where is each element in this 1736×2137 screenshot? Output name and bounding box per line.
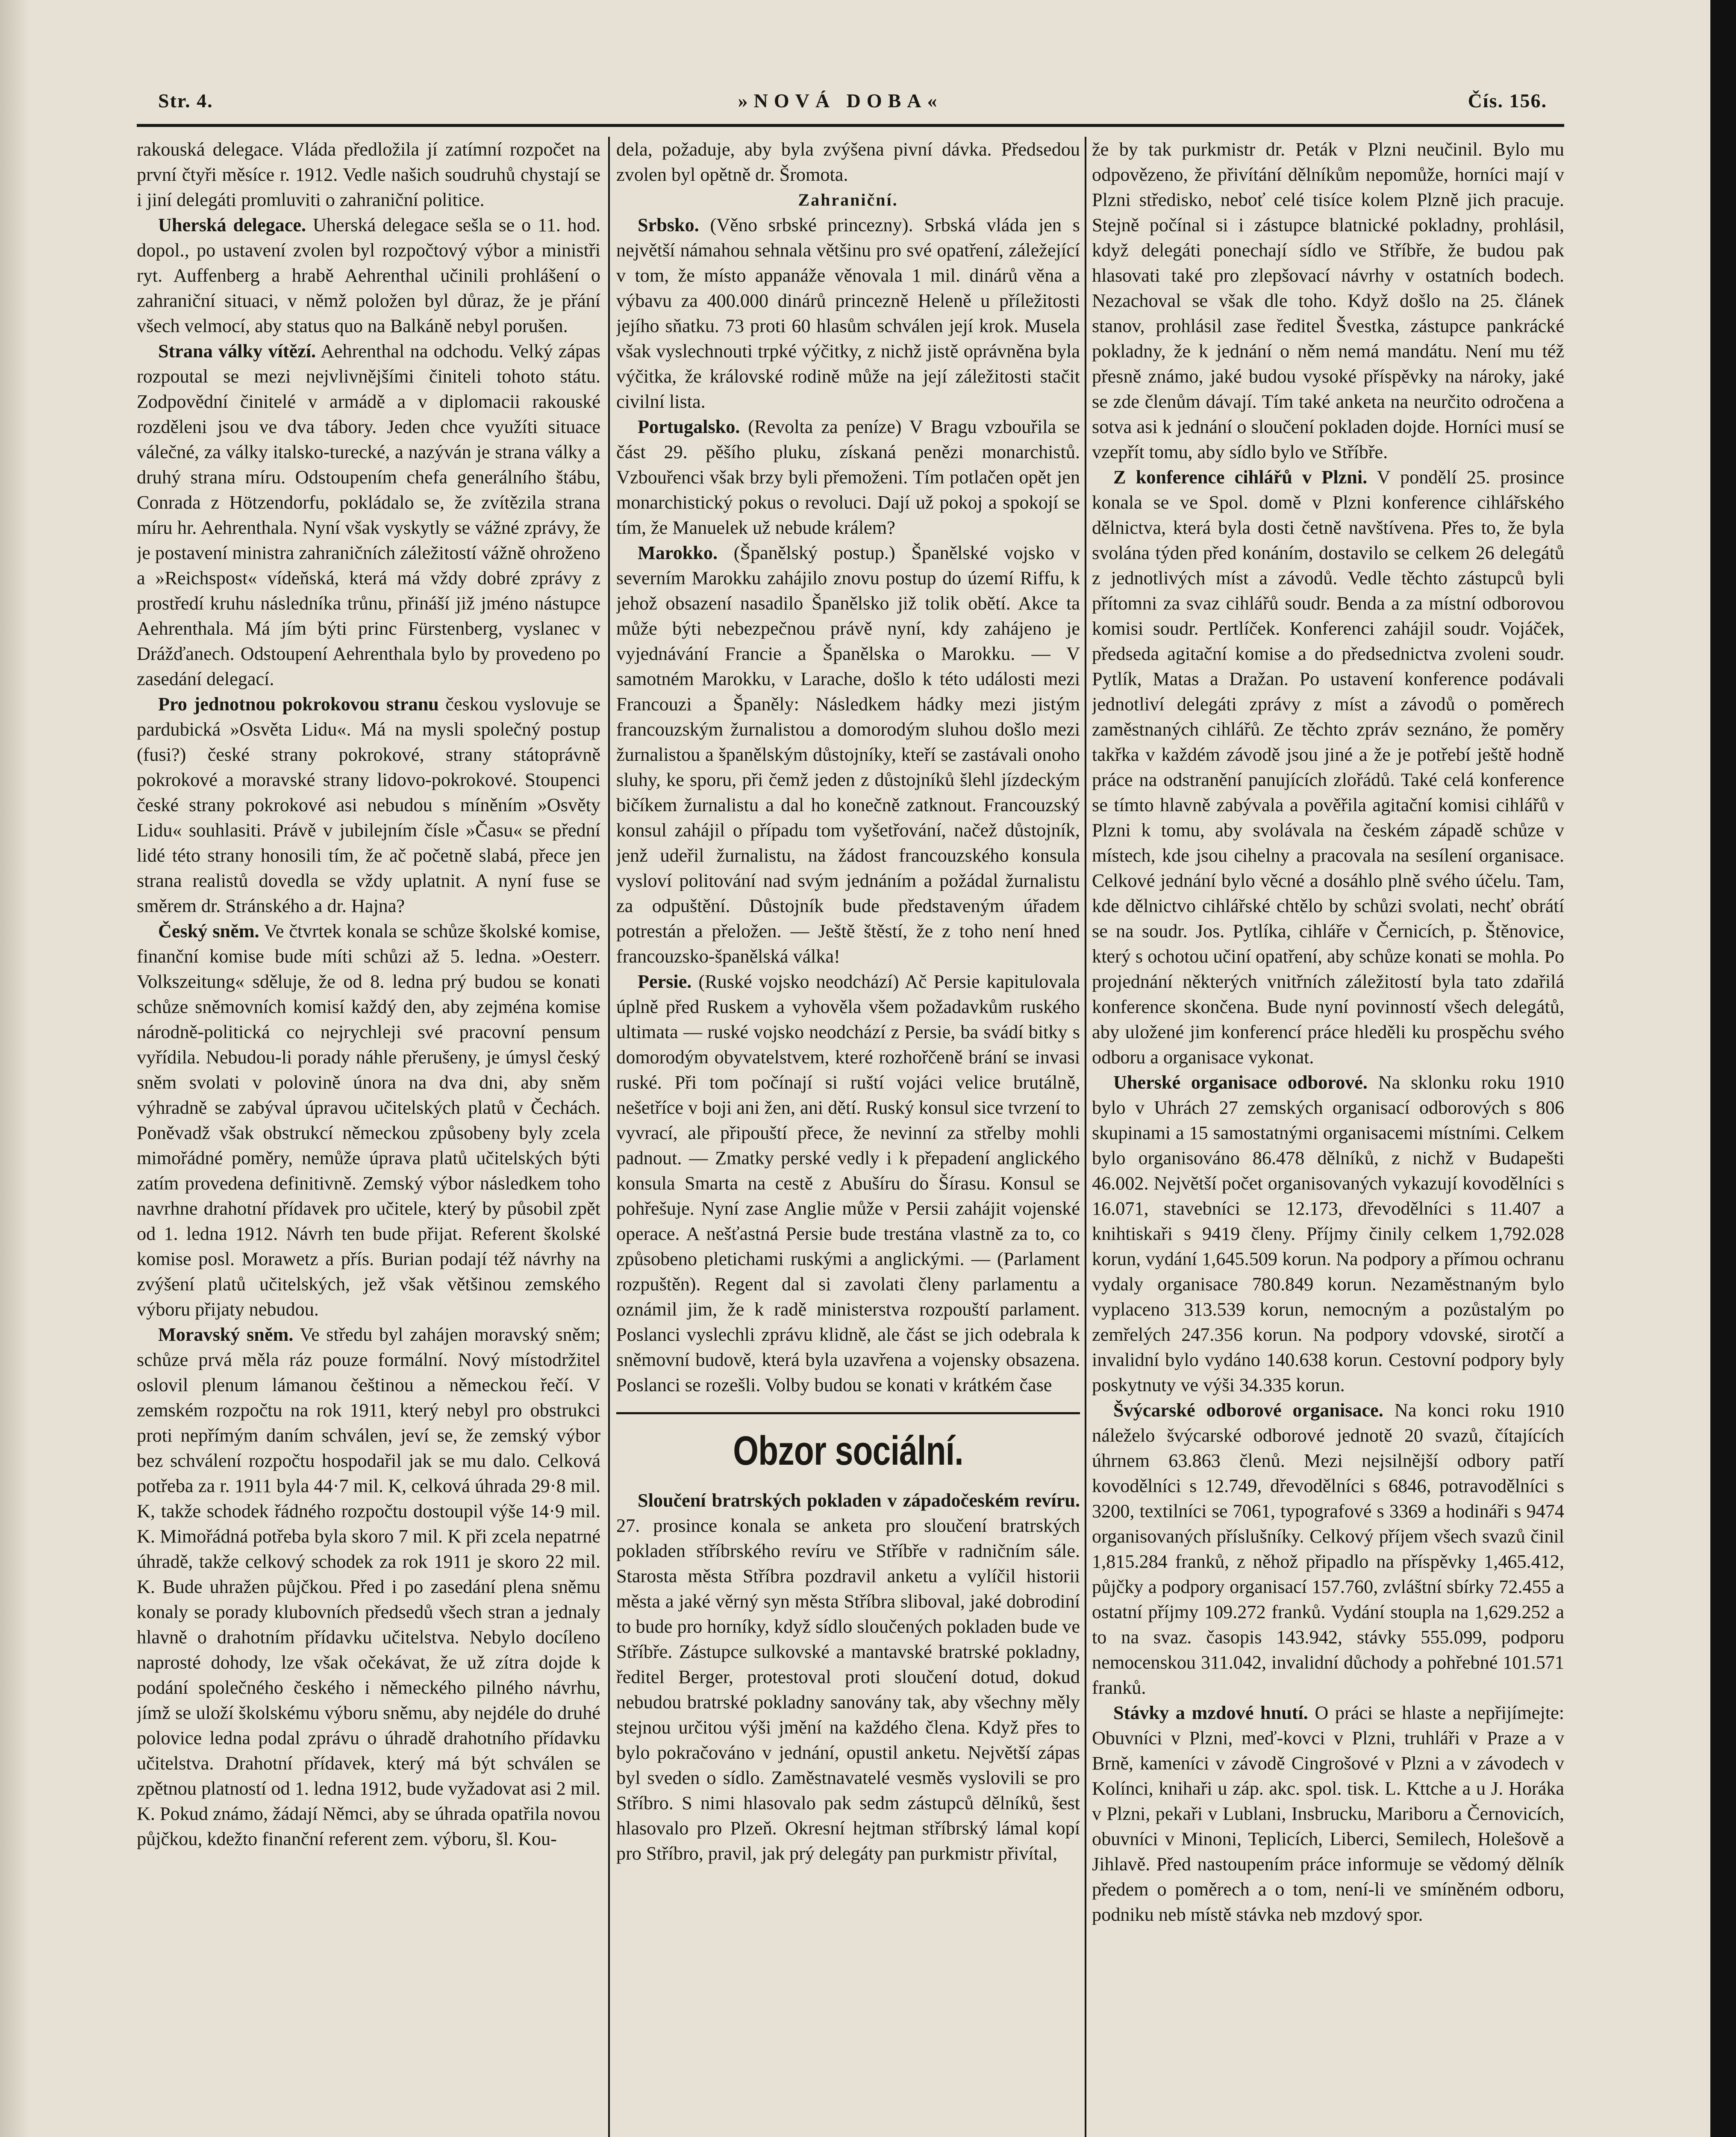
article-headline: Pro jednotnou pokrokovou stranu	[158, 694, 439, 715]
article-headline: Sloučení bratrských pokladen v západočeském revíru.	[638, 1490, 1080, 1511]
article-headline: Z konference cihlářů v Plzni.	[1113, 467, 1368, 488]
article-text: O práci se hlaste a nepřijímejte: Obuvníci v Plzni, meď-kovci v Plzni, truhláři v Praze a v Brně, kameníci v závodě Cingrošové v Plzni a v závodech v Kolínci, knihaři u záp. akc. spol. tisk. L. Kttche a u J. Horáka v Plzni, pekaři v Lublani, Insbrucku, Mariboru a Černovicích, obuvníci v Minoni, Teplicích, Liberci, Semilech, Holešově a Jihlavě. Před nastoupením práce informuje se vědomý dělník předem o poměrech a o tom, není-li ve smíněném odboru, podniku neb místě stávka neb mzdový spor.	[1092, 1702, 1564, 1925]
article-headline: Srbsko.	[638, 215, 699, 235]
article-paragraph	[137, 1322, 600, 1851]
article-text: Na sklonku roku 1910 bylo v Uhrách 27 zemských organisací odborových s 806 skupinami a 15 samostatnými organisacemi místními. Celkem bylo organisováno 86.478 dělníků, z nichž v Budapešti 46.002. Největší počet organisovaných vykazují kovodělníci s 16.071, stavebníci se 12.173, dřevodělníci s 11.407 a knihtiskaři s 9419 členy. Příjmy činily celkem 1,792.028 korun, vydání 1,645.509 korun. Na podpory a přímou ochranu vydaly organisace 780.849 korun. Nezaměstnaným bylo vyplaceno 313.539 korun, nemocným a pozůstalým po zemřelých 247.356 korun. Na podpory vdovské, sirotčí a invalidní bylo vydáno 140.638 korun. Cestovní podpory byly poskytnuty ve výši 34.335 korun.	[1092, 1072, 1564, 1395]
article-text: Ve čtvrtek konala se schůze školské komise, finanční komise bude míti schůzi až 5. ledna. »Oesterr. Volkszeitung« sděluje, že od 8. ledna prý budou se konati schůze sněmovních komisí každý den, aby zejména komise národně-politická co nejrychleji své pracovní pensum vyřídila. Nebudou-li porady náhle přerušeny, je úmysl český sněm svolati v polovině února na dva dni, aby sněm výhradně se zabýval úpravou učitelských platů v Čechách. Poněvadž však obstrukcí německou způsobeny byly zcela mimořádné poměry, nemůže úprava platů učitelských býti zatím provedena definitivně. Zemský výbor následkem toho navrhne drahotní přídavek pro učitele, který by působil zpět od 1. ledna 1912. Návrh ten bude přijat. Referent školské komise posl. Morawetz a přís. Burian podají též návrhy na zvýšení platů učitelských, jež však většinou zemského výboru přijaty nebudou.	[137, 921, 600, 1320]
article-text: Uherská delegace sešla se o 11. hod. dopol., po ustavení zvolen byl rozpočtový výbor a ministři ryt. Auffenberg a hrabě Aehrenthal učinili prohlášení o zahraniční situaci, v němž položen byl důraz, že je přání všech velmocí, aby status quo na Balkáně nebyl porušen.	[137, 215, 600, 336]
article-text: dela, požaduje, aby byla zvýšena pivní dávka. Předsedou zvolen byl opětně dr. Šromota.	[616, 139, 1080, 185]
article-headline: Portugalsko.	[638, 416, 740, 437]
column-2	[616, 137, 1080, 2137]
article-paragraph	[1092, 465, 1564, 1070]
article-text: (Revolta za peníze) V Bragu vzbouřila se část 29. pěšího pluku, získaná penězi monarchistů. Vzbouřenci však brzy byli přemoženi. Tím potlačen opět jen monarchistický pokus o revoluci. Dají už pokoj a spokojí se tím, že Manuelek už nebude králem?	[616, 416, 1080, 538]
header-rule	[137, 124, 1564, 127]
article-paragraph	[616, 969, 1080, 1398]
article-text: (Věno srbské princezny). Srbská vláda jen s největší námahou sehnala většinu pro své opatření, záležející v tom, že místo appanáže věnovala 1 mil. dinárů věna a výbavu za 400.000 dinárů princezně Heleně u příležitosti jejího sňatku. 73 proti 60 hlasům schválen její krok. Musela však vyslechnouti trpké výčitky, z nichž jistě oprávněna byla výčitka, že královské rodině může na její záležitosti stačit civilní lista.	[616, 215, 1080, 412]
article-paragraph	[137, 692, 600, 918]
article-headline: Stávky a mzdové hnutí.	[1113, 1702, 1308, 1723]
article-paragraph	[1092, 1070, 1564, 1398]
column-rule-2	[1085, 137, 1086, 2137]
article-headline: Švýcarské odborové organisace.	[1113, 1400, 1383, 1421]
article-paragraph	[137, 137, 600, 212]
article-paragraph	[1092, 1700, 1564, 1927]
masthead-title: »NOVÁ DOBA«	[738, 89, 943, 112]
article-paragraph	[616, 540, 1080, 969]
article-paragraph	[137, 918, 600, 1322]
article-text: rakouská delegace. Vláda předložila jí zatímní rozpočet na první čtyři měsíce r. 1912. Vedle našich soudruhů chystají se i jiní delegáti promluviti o zahraniční politice.	[137, 139, 600, 210]
page-number: Str. 4.	[158, 89, 213, 112]
article-text: (Ruské vojsko neodchází) Ač Persie kapitulovala úplně před Ruskem a vyhověla všem požadavkům ruského ultimata — ruské vojsko neodchází z Persie, ba svádí bitky s domorodým obyvatelstvem, které rozhořčeně brání se invasi ruské. Při tom počínají si ruští vojáci velice brutálně, nešetříce v boji ani žen, ani dětí. Ruský konsul sice tvrzení to vyvrací, ale připouští přece, že nevinní za střelby mohli padnout. — Zmatky perské vedly i k přepadení anglického konsula Smarta na cestě z Abušíru do Šírasu. Konsul se pohřešuje. Nyní zase Anglie může v Persii zahájit vojenské operace. A nešťastná Persie bude trestána vlastně za to, co způsobeno pletichami ruskými a anglickými. — (Parlament rozpuštěn). Regent dal si zavolati členy parlamentu a oznámil jim, že k radě ministerstva rozpouští parlament. Poslanci vyslechli zprávu klidně, ale část se jich odebrala k sněmovní budově, která byla uzavřena a vojensky obsazena. Poslanci se rozešli. Volby budou se konati v krátkém čase	[616, 971, 1080, 1395]
article-paragraph	[1092, 137, 1564, 465]
article-text: Ve středu byl zahájen moravský sněm; schůze prvá měla ráz pouze formální. Nový místodržitel oslovil plenum lámanou češtinou a německou řečí. V zemském rozpočtu na rok 1911, který nebyl pro obstrukci proti nepřímým daním schválen, jeví se, že zemský výbor bez schválení rozpočtu hospodařil jak se mu dalo. Celková potřeba za r. 1911 byla 44·7 mil. K, celková úhrada 29·8 mil. K, takže schodek řádného rozpočtu dostoupil výše 14·9 mil. K. Mimořádná potřeba byla skoro 7 mil. K při zcela nepatrné úhradě, takže celkový schodek za rok 1911 je skoro 22 mil. K. Bude uhražen půjčkou. Před i po zasedání plena sněmu konaly se porady klubovních předsedů všech stran a jednaly hlavně o drahotním přídavku učitelstva. Nebylo docíleno naprosté dohody, lze však očekávat, že už zítra dojde k podání společného českého i německého pilného návrhu, jímž se uloží školskému výboru sněmu, aby nejdéle do druhé polovice ledna podal zprávu o úhradě drahotního přídavku učitelstva. Drahotní přídavek, který má být schválen se zpětnou platností od 1. ledna 1912, bude vyžadovat asi 2 mil. K. Pokud známo, žádají Němci, aby se úhrada opatřila novou půjčkou, kdežto finanční referent zem. výboru, šl. Kou-	[137, 1324, 600, 1849]
article-headline: Uherská delegace.	[158, 215, 306, 235]
article-headline: Moravský sněm.	[158, 1324, 294, 1345]
article-text: že by tak purkmistr dr. Peták v Plzni neučinil. Bylo mu odpovězeno, že přivítání dělníkům nepomůže, horníci mají v Plzni středisko, neboť celé tisíce kolem Plzně jich pracuje. Stejně počínal si i zástupce blatnické pokladny, prohlásil, když delegáti ponechají sídlo ve Stříbře, že budou pak hlasovati také pro zlepšovací návrhy v ostatních bodech. Nezachoval se však dle toho. Když došlo na 25. článek stanov, prohlásil zase ředitel Švestka, zástupce pankrácké pokladny, že k jednání o něm nemá mandátu. Není mu též přesně známo, jaké budou vysoké příspěvky na nároky, jaké se zde členům dávají. Tím také anketa na neurčito odročena a sotva asi k jednání o sloučení pokladen dojde. Horníci musí se vzepřít tomu, aby sídlo bylo ve Stříbře.	[1092, 139, 1564, 462]
article-paragraph	[616, 414, 1080, 540]
left-margin-shade	[0, 0, 30, 2137]
article-paragraph	[616, 1488, 1080, 1866]
article-text: V pondělí 25. prosince konala se ve Spol. domě v Plzni konference cihlářského dělnictva, která byla dosti četně navštívena. Přes to, že byla svolána týden před konáním, dostavilo se celkem 26 delegátů z jednotlivých míst a závodů. Vedle těchto zástupců byli přítomni za svaz cihlářů soudr. Benda a za místní odborovou komisi soudr. Pertlíček. Konferenci zahájil soudr. Vojáček, předseda agitační komise a do předsednictva zvoleni soudr. Pytlík, Matas a Dražan. Po ustavení konference podávali jednotliví delegáti zprávy z míst a závodů o poměrech zaměstnaných cihlářů. Ze těchto zpráv seznáno, že poměry takřka v každém závodě jsou jiné a že je potřebí ještě hodně práce na odstranění panujících zlořádů. Také celá konference se tímto hlavně zabývala a pověřila agitační komisi cihlářů v Plzni k tomu, aby svolávala na českém západě schůze v místech, kde jsou cihelny a pracovala na sesílení organisace. Celkové jednání bylo věcné a dosáhlo plně svého účelu. Tam, kde dělnictvo cihlářské chtělo by schůzi svolati, nechť obrátí se na soudr. Jos. Pytlíka, cihláře v Černicích, p. Štěnovice, který s ochotou učiní opatření, aby schůze konati se mohla. Po projednání některých vnitřních záležitostí byla tato zdařilá konference skončena. Bude nyní povinností všech delegátů, aby uložené jim konferencí práce hleděli ku prospěchu svého odboru a organisace vykonat.	[1092, 467, 1564, 1068]
article-paragraph	[1092, 1398, 1564, 1700]
article-paragraph	[137, 339, 600, 692]
article-headline: Uherské organisace odborové.	[1113, 1072, 1368, 1093]
page-header	[158, 83, 1547, 118]
article-text: Na konci roku 1910 náleželo švýcarské odborové jednotě 20 svazů, čítajících úhrnem 63.863 členů. Mezi nejsilnější odbory patří kovodělníci s 12.749, dřevodělníci s 6846, potravodělníci s 3200, textilníci se 7061, typografové s 3369 a hodináři s 9474 organisovaných příslušníky. Celkový příjem všech svazů činil 1,815.284 franků, z něhož připadlo na příspěvky 1,465.412, půjčky a podpory organisací 157.760, zvláštní sbírky 72.455 a ostatní příjmy 109.272 franků. Vydání stoupla na 1,629.252 a to na svaz. časopis 143.942, stávky 555.099, podporu nemocenskou 311.042, invalidní důchody a pohřebné 101.571 franků.	[1092, 1400, 1564, 1698]
section-heading: Zahraniční.	[798, 190, 898, 209]
article-headline: Český sněm.	[158, 921, 259, 942]
right-page-edge	[1710, 0, 1736, 2137]
section-banner-title: Obzor sociální.	[733, 1428, 963, 1474]
article-paragraph	[137, 212, 600, 339]
article-headline: Strana války vítězí.	[158, 341, 316, 362]
article-text: českou vyslovuje se pardubická »Osvěta Lidu«. Má na mysli společný postup (fusi?) české strany pokrokové, strany státoprávně pokrokové a moravské strany lidovo-pokrokové. Stoupenci české strany pokrokové asi nebudou s míněním »Osvěty Lidu« souhlasiti. Právě v jubilejním čísle »Času« se přední lidé této strany honosili tím, že ač početně slabá, přece jen strana realistů dovedla se vždy uplatnit. A nyní fuse se směrem dr. Stránského a dr. Hajna?	[137, 694, 600, 916]
article-headline: Persie.	[638, 971, 692, 992]
column-3	[1092, 137, 1564, 2137]
article-text: 27. prosince konala se anketa pro sloučení bratrských pokladen stříbrského revíru ve Stříbře v radničním sále. Starosta města Stříbra pozdravil anketu a vylíčil historii města a jaké věrný syn města Stříbra sliboval, jaké dobrodiní to bude pro horníky, když sídlo sloučených pokladen bude ve Stříbře. Zástupce sulkovské a mantavské bratrské pokladny, ředitel Berger, protestoval proti sloučení dotud, dokud nebudou bratrské pokladny sanovány tak, aby všechny měly stejnou určitou výši jmění na každého člena. Když přes to bylo pokračováno v jednání, opustil anketu. Největší zápas byl sveden o sídlo. Zaměstnavatelé vesměs vyslovili se pro Stříbro. S nimi hlasovalo pak sedm zástupců dělníků, šest hlasovalo pro Plzeň. Okresní hejtman stříbrský lámal kopí pro Stříbro, pravil, jak prý delegáty pan purkmistr přivítal,	[616, 1515, 1080, 1864]
article-text: Aehrenthal na odchodu. Velký zápas rozpoutal se mezi nejvlivnějšími činiteli tohoto státu. Zodpovědní činitelé v armádě a v diplomacii rakouské rozděleni jsou ve dva tábory. Jeden chce využíti situace válečné, za války italsko-turecké, a nazýván je strana války a druhý strana míru. Odstoupením chefa generálního štábu, Conrada z Hötzendorfu, pokládalo se, že zvítězila strana míru hr. Aehrenthala. Nyní však vyskytly se vážné zprávy, že je postavení ministra zahraničních záležitostí vážně ohroženo a »Reichspost« vídeňská, která má vždy dobré zprávy z prostředí kruhu následníka trůnu, přináší již jméno nástupce Aehrenthala. Má jím býti princ Fürstenberg, vyslanec v Drážďanech. Odstoupení Aehrenthala bylo by provedeno po zasedání delegací.	[137, 341, 600, 689]
section-divider-rule	[616, 1412, 1080, 1414]
article-text: (Španělský postup.) Španělské vojsko v severním Marokku zahájilo znovu postup do území Riffu, k jehož obsazení nasadilo Španělsko již tolik obětí. Akce ta může býti nebezpečnou právě nyní, kdy zahájeno je vyjednávání Francie a Španělska o Marokku. — V samotném Marokku, v Larache, došlo k této události mezi Francouzi a Španěly: Následkem hádky mezi jistým francouzským žurnalistou a domorodým sluhou došlo mezi žurnalistou a španělským důstojníky, kteří se zastávali onoho sluhy, ke sporu, při čemž jeden z důstojníků šlehl jízdeckým bičíkem žurnalistu a dal ho konečně zatknout. Francouzský konsul zahájil o případu tom vyšetřování, načež důstojník, jenž udeřil žurnalistu, na žádost francouzského konsula vysloví politování nad svým jednáním a požádal žurnalistu za odpuštění. Důstojník bude představeným úřadem potrestán a přeložen. — Ještě štěstí, že z toho není hned francouzsko-španělská válka!	[616, 542, 1080, 967]
issue-number: Čís. 156.	[1468, 89, 1547, 112]
article-headline: Marokko.	[638, 542, 718, 563]
article-paragraph	[616, 137, 1080, 187]
column-rule-1	[608, 137, 610, 2137]
article-paragraph	[616, 212, 1080, 414]
column-1	[137, 137, 600, 2137]
